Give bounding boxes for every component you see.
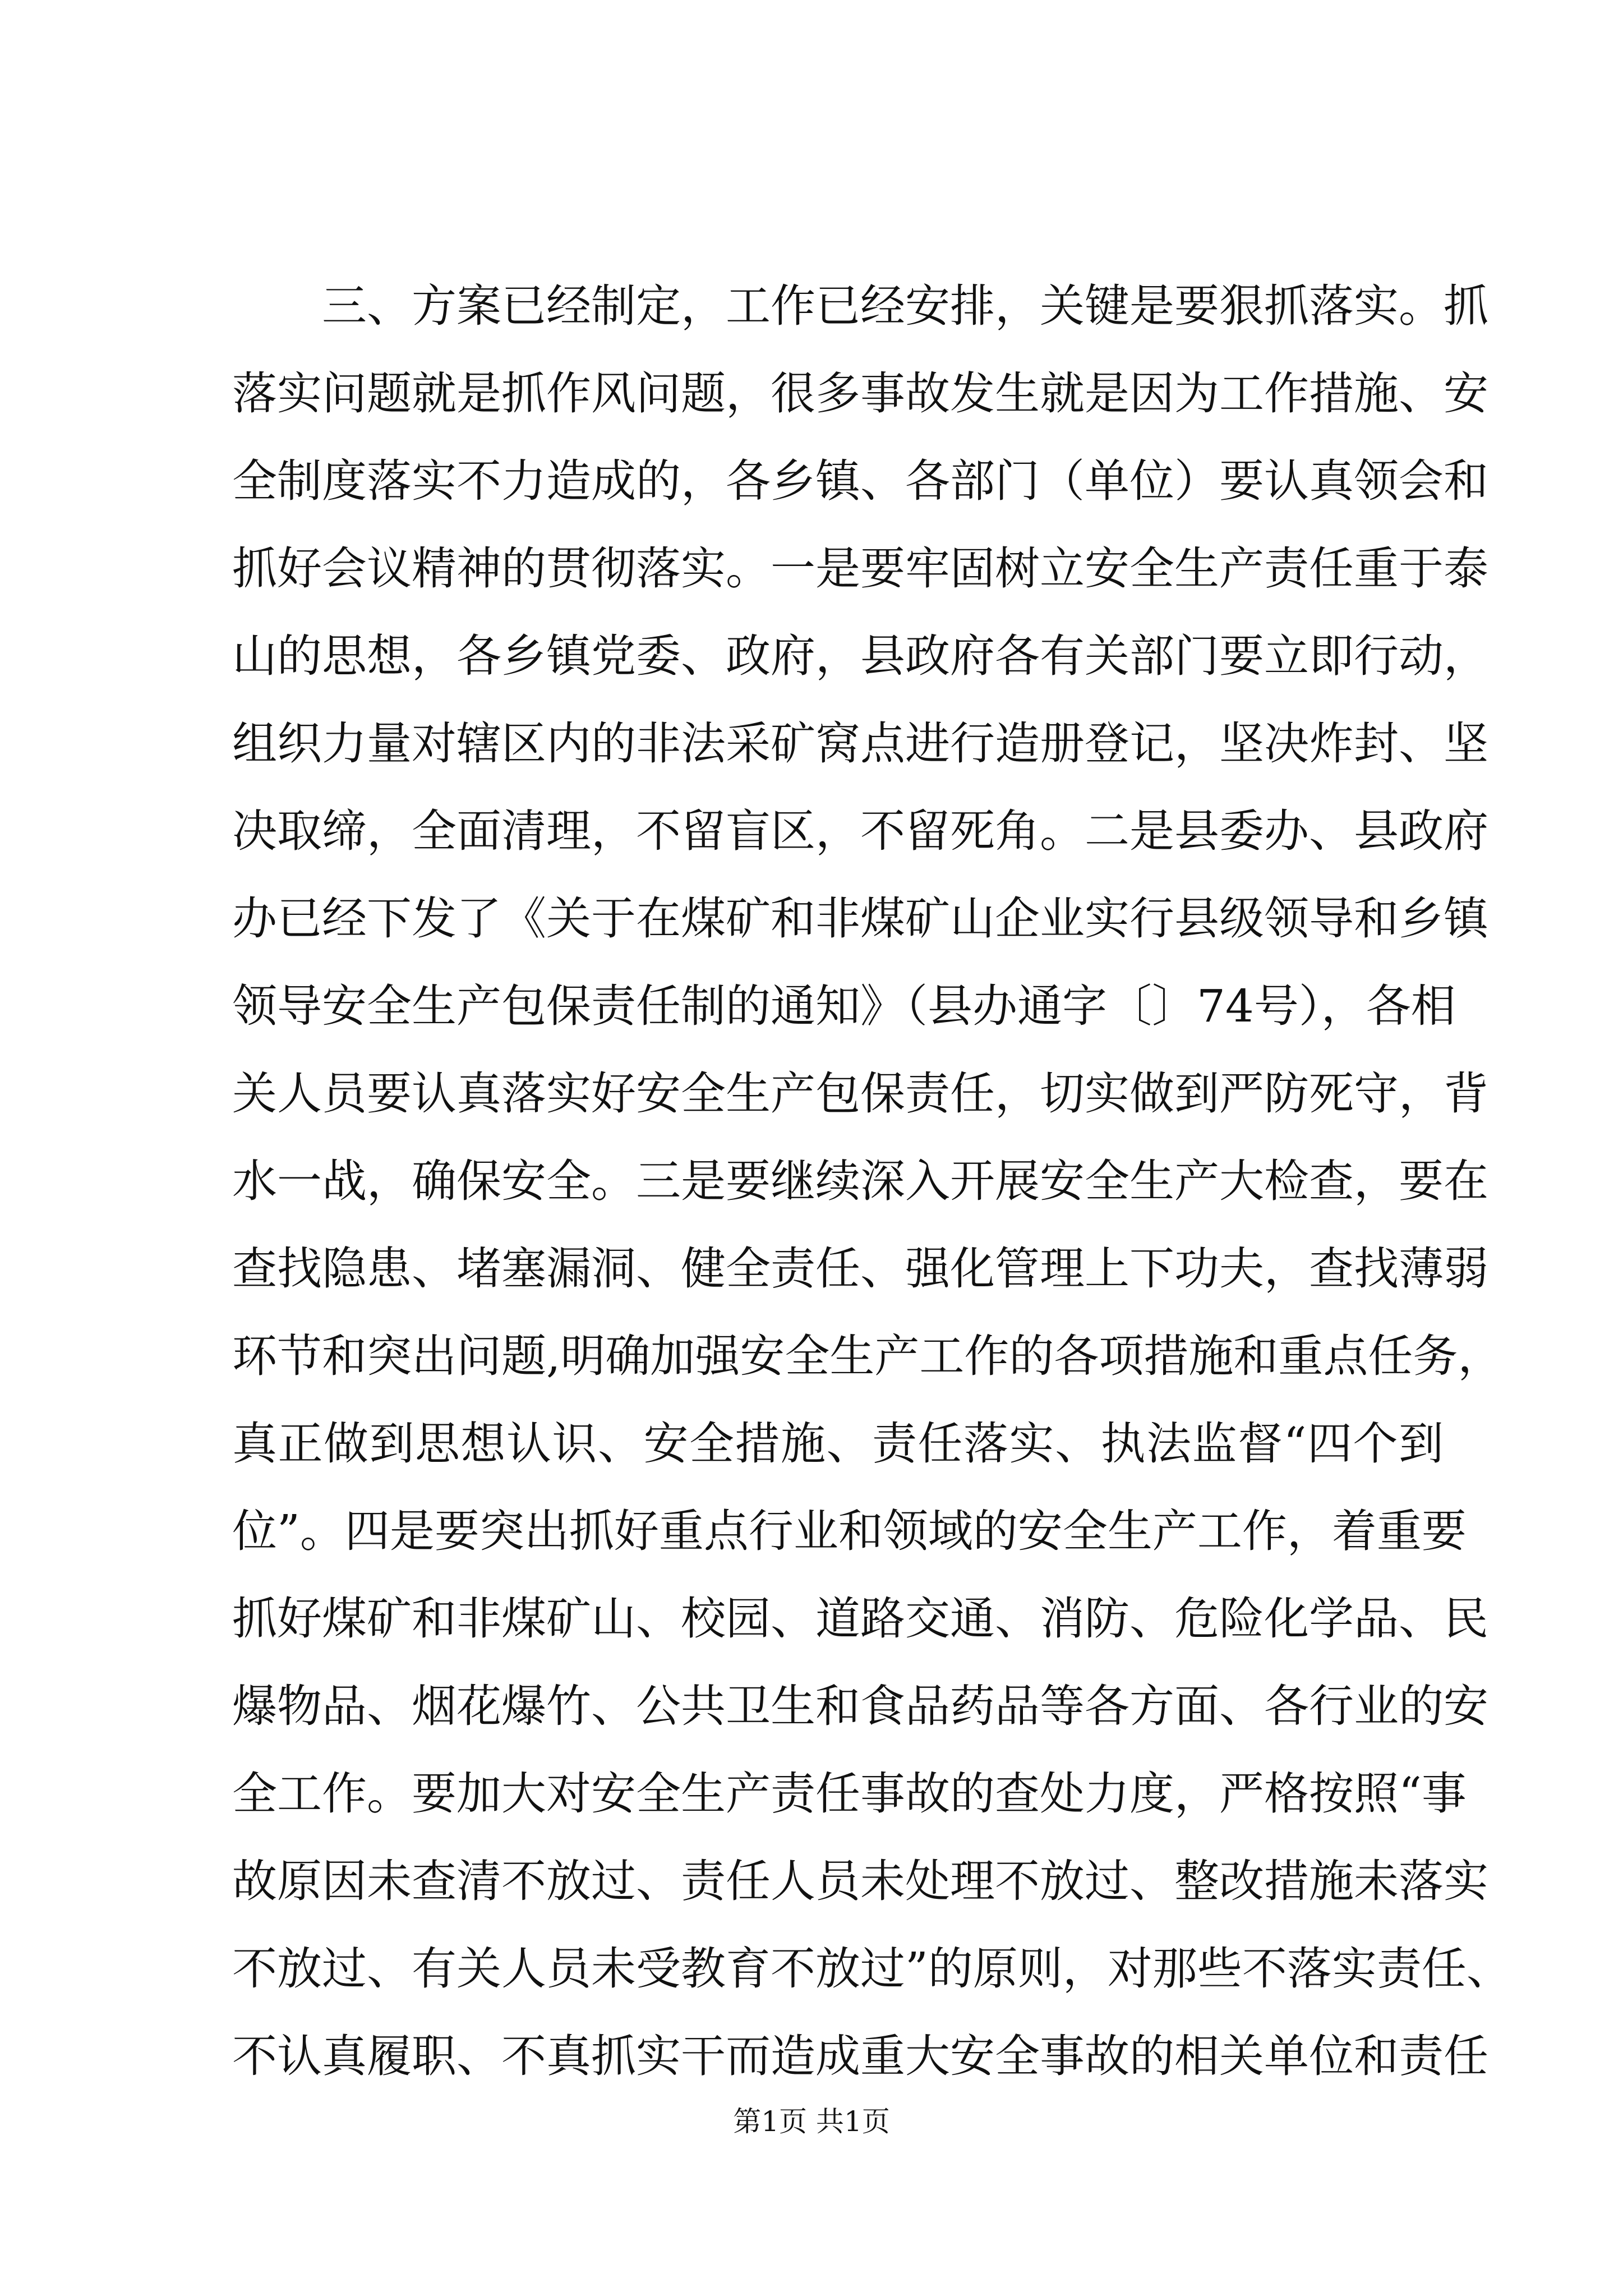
paragraph-line: 领导安全生产包保责任制的通知》（县办通字〔〕74号），各相 — [232, 980, 1456, 1032]
paragraph-line: 落实问题就是抓作风问题，很多事故发生就是因为工作措施、安 — [232, 367, 1488, 420]
paragraph-line: 不认真履职、不真抓实干而造成重大安全事故的相关单位和责任 — [232, 2030, 1488, 2082]
paragraph-line: 三、方案已经制定，工作已经安排，关键是要狠抓落实。抓 — [322, 280, 1488, 332]
body-text — [232, 263, 1511, 2100]
paragraph-line: 位”。四是要突出抓好重点行业和领域的安全生产工作，着重要 — [232, 1505, 1467, 1557]
paragraph-line: 决取缔，全面清理，不留盲区，不留死角。二是县委办、县政府 — [232, 805, 1488, 857]
paragraph-line: 办已经下发了《关于在煤矿和非煤矿山企业实行县级领导和乡镇 — [232, 892, 1488, 945]
paragraph-line: 故原因未查清不放过、责任人员未处理不放过、整改措施未落实 — [232, 1855, 1488, 1907]
paragraph-line: 爆物品、烟花爆竹、公共卫生和食品药品等各方面、各行业的安 — [232, 1680, 1488, 1732]
paragraph-line: 真正做到思想认识、安全措施、责任落实、执法监督“四个到 — [232, 1418, 1444, 1470]
paragraph-line: 环节和突出问题,明确加强安全生产工作的各项措施和重点任务， — [232, 1330, 1503, 1382]
paragraph-line: 查找隐患、堵塞漏洞、健全责任、强化管理上下功夫，查找薄弱 — [232, 1243, 1488, 1295]
paragraph-line: 组织力量对辖区内的非法采矿窝点进行造册登记，坚决炸封、坚 — [232, 717, 1488, 770]
paragraph-line: 抓好煤矿和非煤矿山、校园、道路交通、消防、危险化学品、民 — [232, 1593, 1488, 1645]
paragraph-line: 全制度落实不力造成的，各乡镇、各部门（单位）要认真领会和 — [232, 455, 1488, 507]
paragraph-line: 关人员要认真落实好安全生产包保责任，切实做到严防死守，背 — [232, 1068, 1488, 1120]
page-footer: 第1页 共1页 — [733, 2105, 890, 2138]
paragraph-line: 水一战，确保安全。三是要继续深入开展安全生产大检查，要在 — [232, 1155, 1488, 1207]
paragraph-line: 抓好会议精神的贯彻落实。一是要牢固树立安全生产责任重于泰 — [232, 542, 1488, 595]
paragraph-line: 全工作。要加大对安全生产责任事故的查处力度，严格按照“事 — [232, 1768, 1467, 1820]
paragraph-line: 不放过、有关人员未受教育不放过”的原则，对那些不落实责任、 — [232, 1943, 1511, 1995]
paragraph-line: 山的思想，各乡镇党委、政府，县政府各有关部门要立即行动， — [232, 630, 1488, 682]
